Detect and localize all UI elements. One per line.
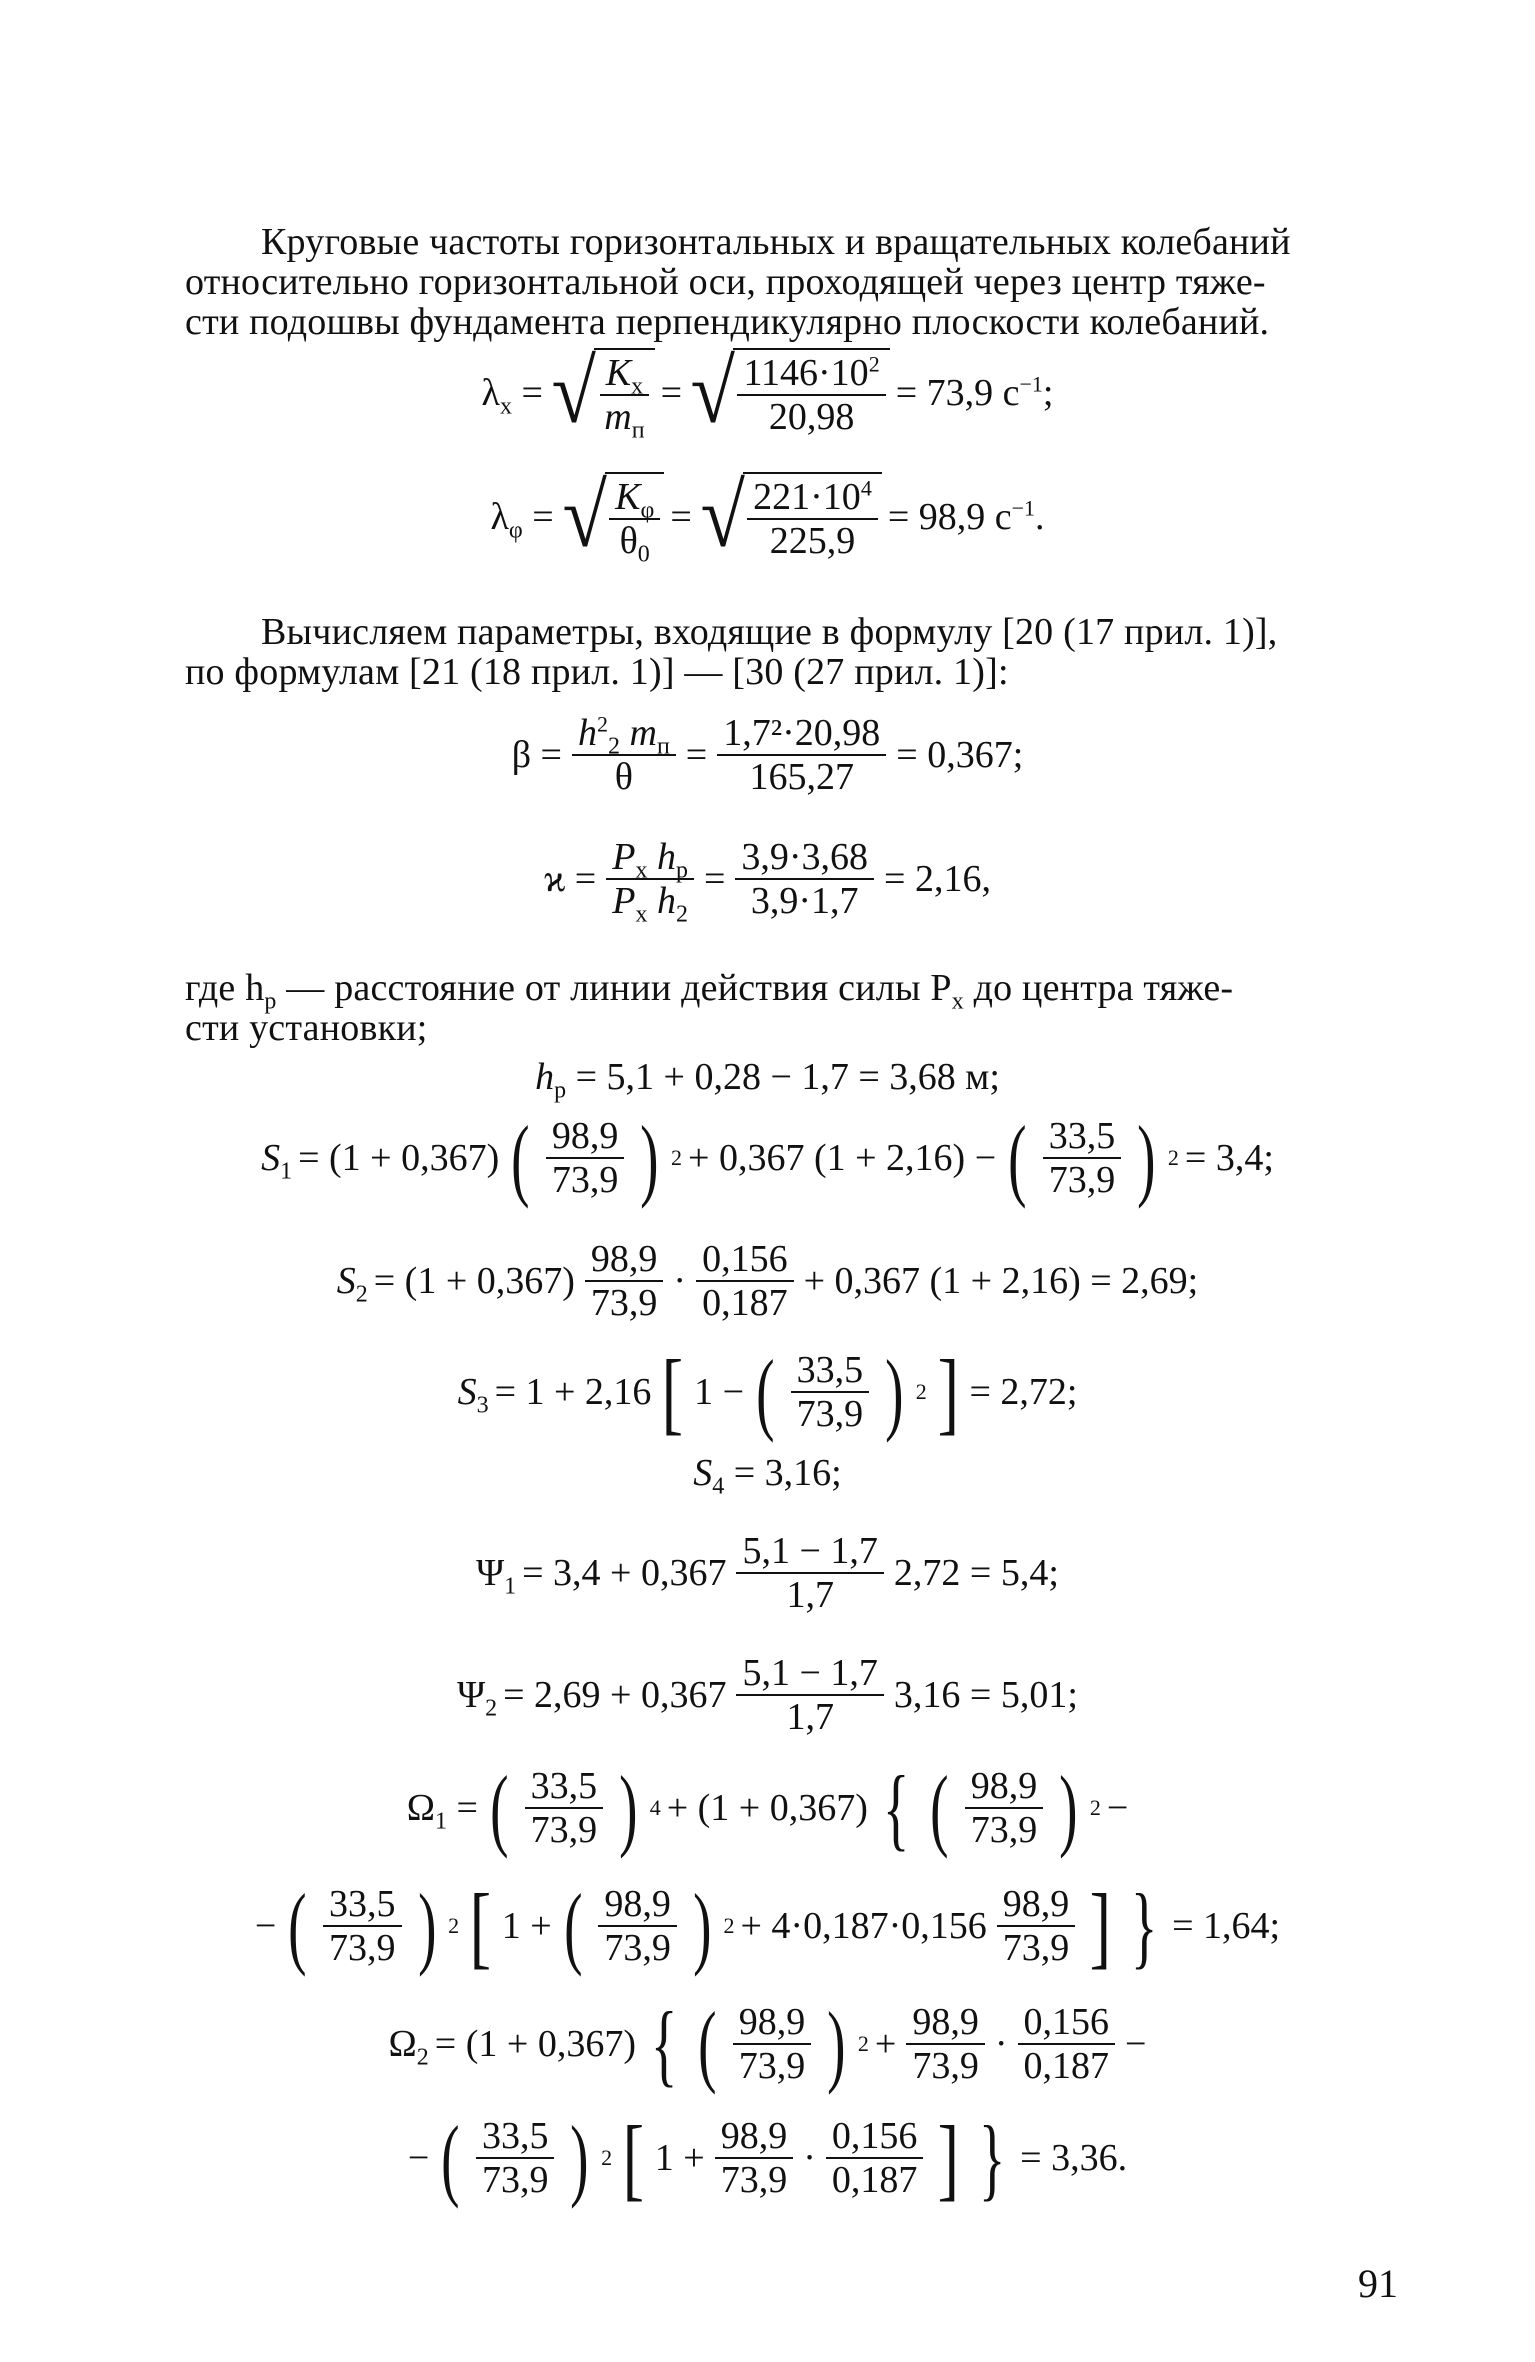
equation-omega2-line1: $\Omega_2$ = (1 + 0,367) { ( $\frac{98,9}{73,9}$ ) 2 + $\frac{98,9}{73,9}$ · $\frac{0,156}{0,187}$ − — [388, 1993, 1147, 2095]
intro-paragraph — [185, 222, 1350, 342]
equation-s3: $S_3$ = 1 + 2,16 [ 1 − ( $\frac{33,5}{73,9}$ ) 2 ] = 2,72; — [457, 1341, 1078, 1443]
intro-line-1: Круговые частоты горизонтальных и вращательных колебаний — [261, 221, 1291, 263]
params-line-1: Вычисляем параметры, входящие в формулу [20 (17 прил. 1)], — [261, 611, 1278, 653]
page-number: 91 — [1358, 2261, 1398, 2306]
equation-omega1-line1: $\Omega_1$ = ( $\frac{33,5}{73,9}$ ) 4 + (1 + 0,367) { ( $\frac{98,9}{73,9}$ ) 2 − — [406, 1757, 1129, 1859]
intro-line-3: сти подошвы фундамента перпендикулярно плоскости колебаний. — [185, 301, 1270, 343]
equation-lambda-phi: $\lambda_\varphi$ = √ $\frac{K_\varphi}{\theta_0}$ = √ $\frac{221\cdot 10^4}{225,9}$ = 98,9 $с^{-1}$. — [490, 467, 1045, 568]
definition-paragraph — [185, 968, 1350, 1048]
params-line-2: по формулам [21 (18 прил. 1)] — [30 (27 прил. 1)]: — [185, 651, 1009, 693]
definition-line-1: где $h_р$ — расстояние от линии действия силы $P_x$ до центра тяже- — [185, 967, 1234, 1015]
intro-line-2: относительно горизонтальной оси, проходящей через центр тяже- — [185, 261, 1266, 303]
equation-s2: $S_2$ = (1 + 0,367) $\frac{98,9}{73,9}$ · $\frac{0,156}{0,187}$ + 0,367 (1 + 2,16) = 2,69; — [336, 1238, 1199, 1324]
equation-psi1: $\Psi_1$ = 3,4 + 0,367 $\frac{5,1 - 1,7}{1,7}$ 2,72 = 5,4; — [476, 1530, 1059, 1616]
equation-omega2-line2: − ( $\frac{33,5}{73,9}$ ) 2 [ 1 + $\frac{98,9}{73,9}$ · $\frac{0,156}{0,187}$ ] } = 3,36. — [407, 2107, 1128, 2209]
equation-beta: β = $\frac{h^2_2 m_п}{\theta}$ = $\frac{\text{1,7²·20,98}}{165,27}$ = 0,367; — [511, 711, 1024, 798]
equation-omega1-line2: − ( $\frac{33,5}{73,9}$ ) 2 [ 1 + ( $\frac{98,9}{73,9}$ ) 2 + 4·0,187·0,156 $\frac{98,9}{73,9}$ ] } = 1,64; — [254, 1875, 1281, 1977]
equation-s4: $S_4 = 3,16$; — [693, 1452, 842, 1500]
equation-lambda-x: $\lambda_x$ = √ $\frac{K_x}{m_п}$ = √ $\frac{1146\cdot 10^2}{20,98}$ = 73,9 $с^{-1}$; — [481, 343, 1054, 444]
equation-psi2: $\Psi_2$ = 2,69 + 0,367 $\frac{5,1 - 1,7}{1,7}$ 3,16 = 5,01; — [457, 1652, 1078, 1738]
equation-hp: $h_р = 5,1 + 0,28 - 1,7 = 3,68$ м; — [535, 1056, 1000, 1104]
equation-kappa: ϰ = $\frac{P_x h_р}{P_x h_2}$ = $\frac{3,9\cdot 3,68}{3,9\cdot 1,7}$ = 2,16, — [544, 836, 991, 928]
definition-line-2: сти установки; — [185, 1007, 428, 1049]
equation-s1: $S_1$ = (1 + 0,367) ( $\frac{98,9}{73,9}$ ) 2 + 0,367 (1 + 2,16) − ( $\frac{33,5}{73,9}$ ) 2 = 3,4; — [261, 1107, 1274, 1209]
params-paragraph — [185, 612, 1350, 692]
sqrt-symbol: √ $\frac{K_x}{m_п}$ — [549, 348, 655, 438]
